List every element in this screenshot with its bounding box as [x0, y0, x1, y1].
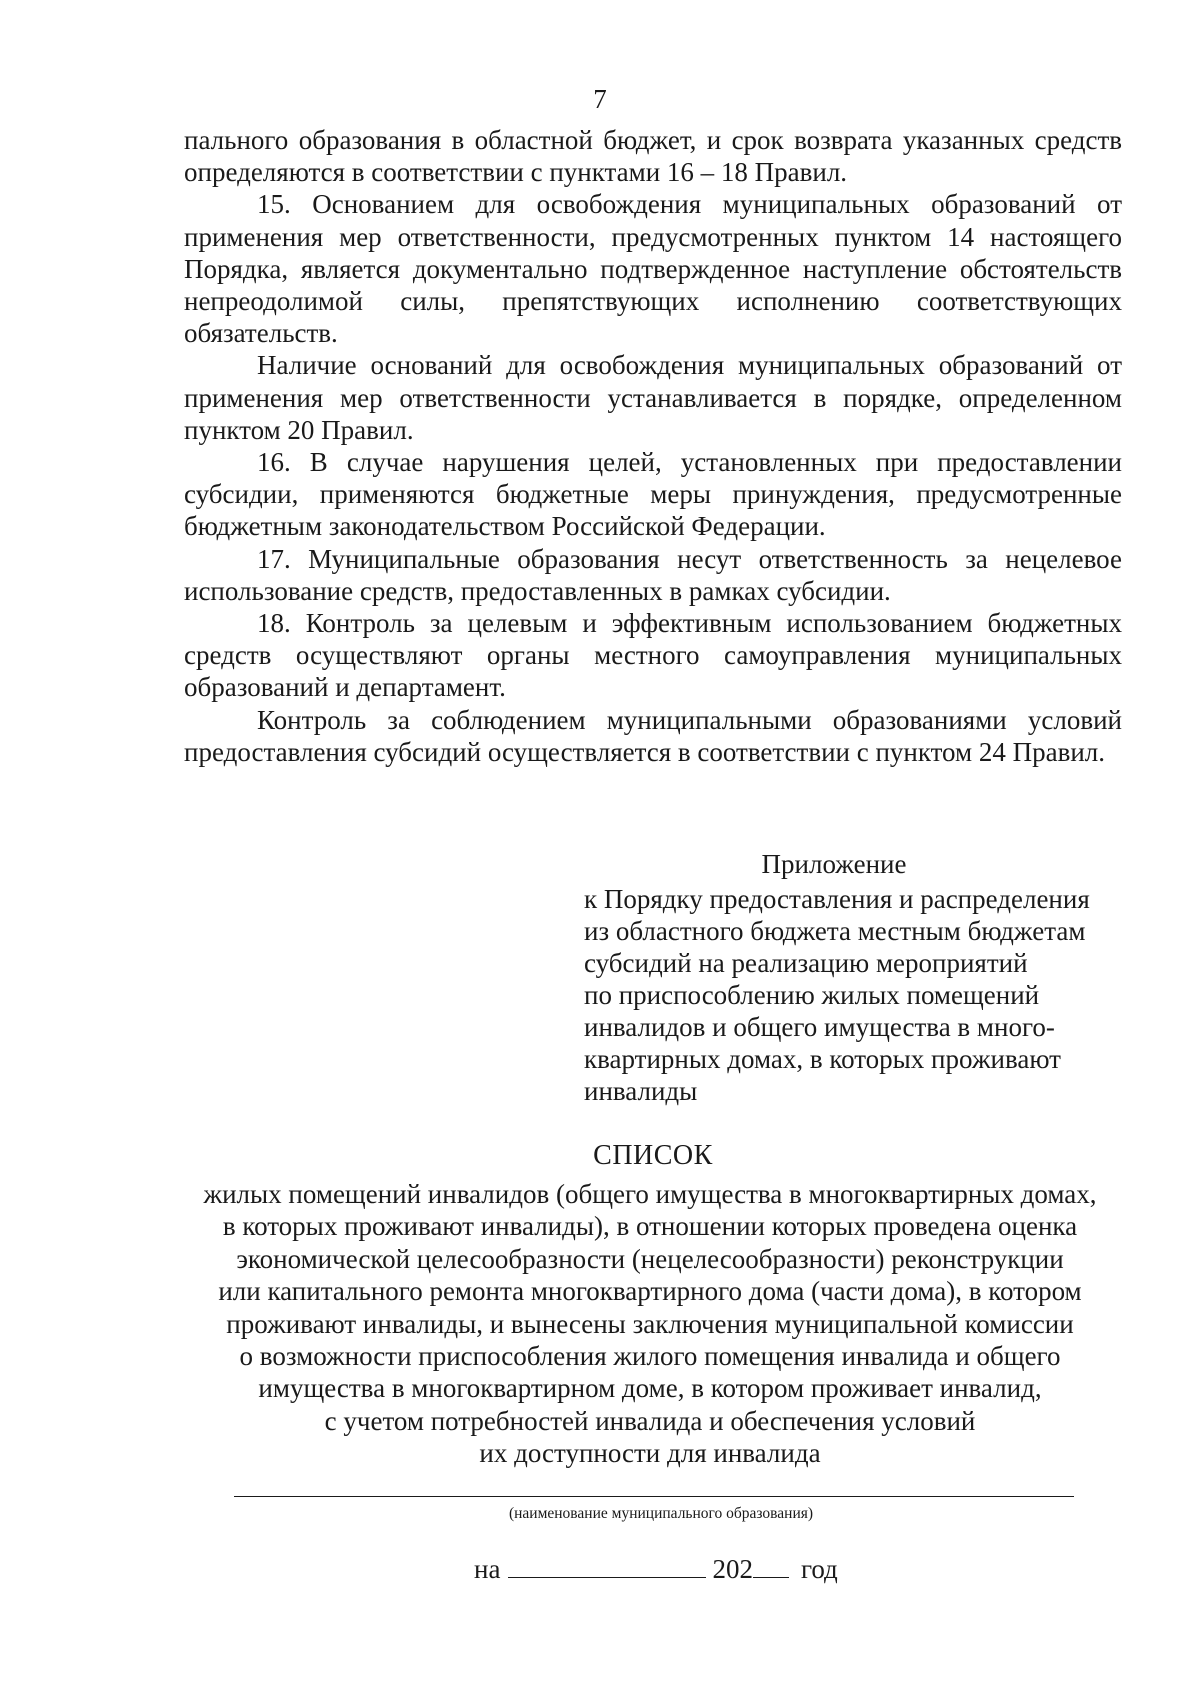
year-blank-line [753, 1557, 789, 1578]
year-suffix: год [800, 1554, 838, 1584]
date-blank-line [508, 1557, 706, 1578]
paragraph-continuation: пального образования в областной бюджет, и срок возврата указанных средств определяются в соответствии с пунктами 16 – 18 Правил. [184, 125, 1122, 188]
year-number: 202 [712, 1554, 753, 1584]
list-description-line: с учетом потребностей инвалида и обеспечения условий [324, 1405, 976, 1436]
list-description [150, 1178, 1150, 1470]
municipality-caption: (наименование муниципального образования) [508, 1505, 814, 1522]
list-description-line: проживают инвалиды, и вынесены заключения муниципальной комиссии [226, 1308, 1074, 1339]
appendix-title: Приложение [761, 849, 907, 879]
appendix-line: квартирных домах, в которых проживают [584, 1044, 1061, 1074]
list-description-line: или капитального ремонта многоквартирного дома (части дома), в котором [218, 1276, 1082, 1307]
list-description-line: о возможности приспособления жилого помещения инвалида и общего [239, 1341, 1061, 1372]
municipality-name-line [234, 1496, 1074, 1497]
appendix-line: инвалиды [584, 1076, 698, 1106]
paragraph-18-control: Контроль за соблюдением муниципальными образованиями условий предоставления субсидий осуществляется в соответствии с пунктом 24 Правил. [184, 704, 1122, 767]
list-description-line: в которых проживают инвалиды), в отношении которых проведена оценка [222, 1211, 1078, 1242]
page-number: 7 [593, 84, 607, 114]
appendix-line: из областного бюджета местным бюджетам [584, 916, 1086, 946]
body-text [184, 124, 1122, 768]
list-description-line: жилых помещений инвалидов (общего имущества в многоквартирных домах, [203, 1179, 1097, 1209]
paragraph-17: 17. Муниципальные образования несут ответственность за нецелевое использование средств, предоставленных в рамках субсидии. [184, 543, 1122, 606]
appendix-line: к Порядку предоставления и распределения [584, 884, 1090, 914]
paragraph-15: 15. Основанием для освобождения муниципальных образований от применения мер ответственности, предусмотренных пунктом 14 настоящего Порядка, является документально подтвержденное наступление обстоятельств непреодолимой силы, препятствующих исполнению соответствующих обязательств. [184, 189, 1122, 349]
list-description-line: имущества в многоквартирном доме, в котором проживает инвалид, [258, 1373, 1042, 1404]
appendix-line: по приспособлению жилых помещений [584, 980, 1040, 1010]
list-description-line: их доступности для инвалида [479, 1438, 821, 1469]
paragraph-16: 16. В случае нарушения целей, установленных при предоставлении субсидии, применяются бюджетные меры принуждения, предусмотренные бюджетным законодательством Российской Федерации. [184, 447, 1122, 542]
year-line [474, 1554, 838, 1585]
year-prefix: на [474, 1554, 501, 1584]
appendix-line: инвалидов и общего имущества в много- [584, 1012, 1055, 1042]
list-description-line: экономической целесообразности (нецелесообразности) реконструкции [236, 1243, 1064, 1274]
list-title: СПИСОК [593, 1140, 713, 1171]
appendix-line: субсидий на реализацию мероприятий [584, 948, 1028, 978]
appendix-block [584, 848, 1129, 1107]
paragraph-18: 18. Контроль за целевым и эффективным использованием бюджетных средств осуществляют органы местного самоуправления муниципальных образований и департамент. [184, 608, 1122, 703]
paragraph-15-grounds: Наличие оснований для освобождения муниципальных образований от применения мер ответственности устанавливается в порядке, определенном пунктом 20 Правил. [184, 350, 1122, 445]
